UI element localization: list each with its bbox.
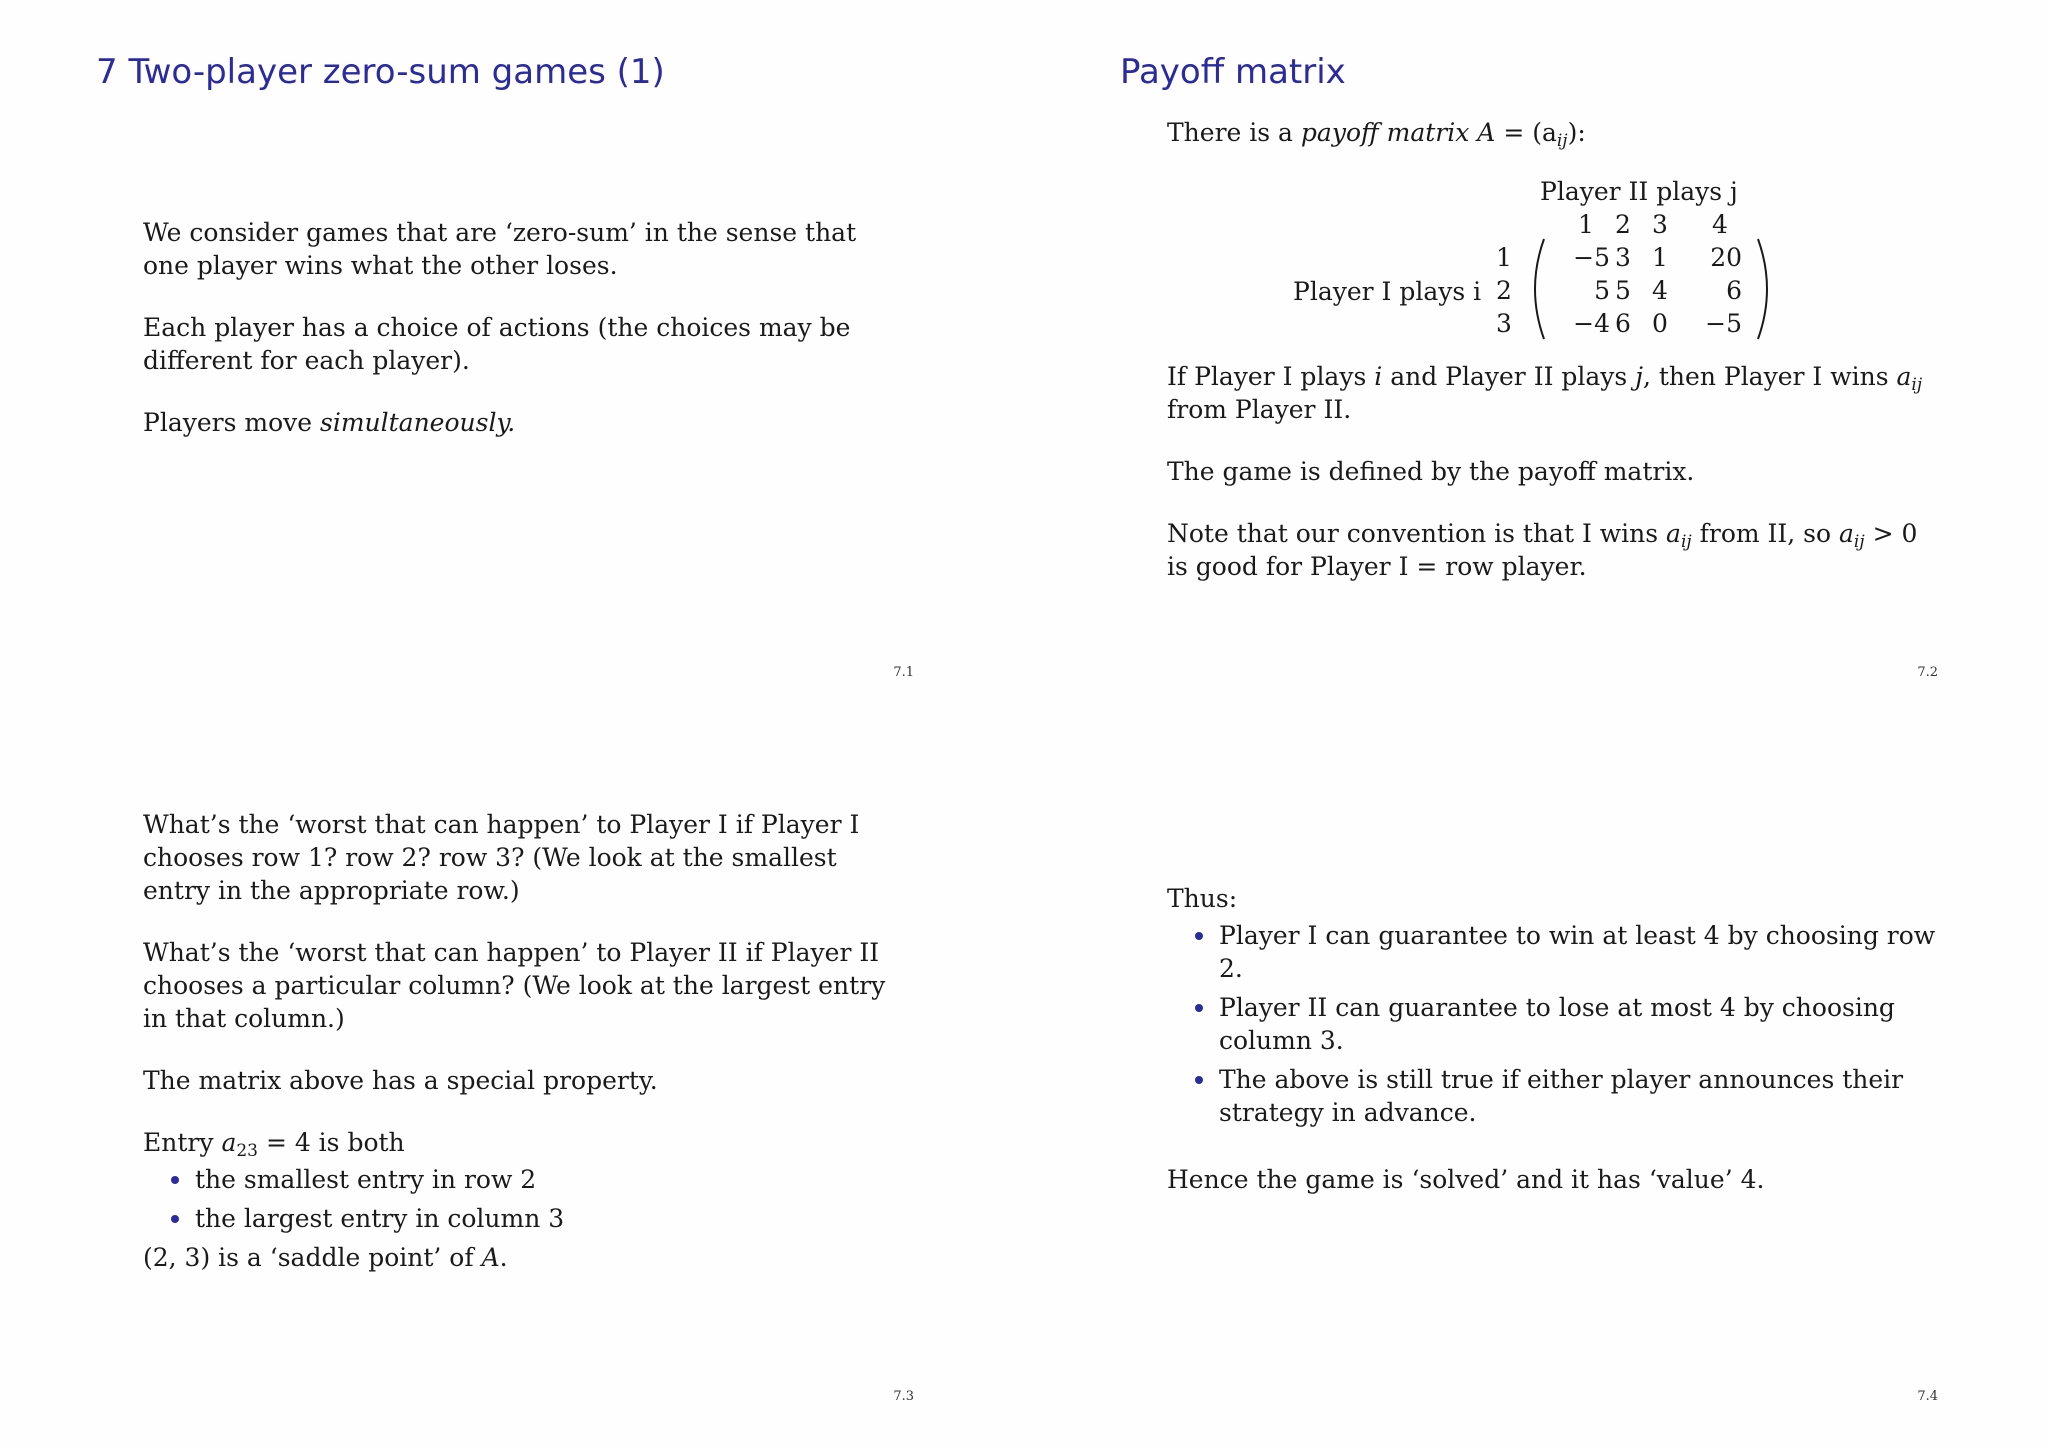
intro-end: ):: [1567, 118, 1586, 147]
paragraph: [143, 1241, 903, 1274]
matrix-col-label: 3: [1652, 210, 1668, 239]
intro-subscript: ij: [1556, 131, 1568, 151]
text-run: Note that our convention is that I wins: [1167, 519, 1659, 548]
matrix-cell: 20: [1710, 243, 1742, 272]
text-run: (2, 3) is a ‘saddle point’ of: [143, 1243, 474, 1272]
matrix-column-header: Player II plays j: [1540, 177, 1738, 206]
matrix-cell: 1: [1652, 243, 1668, 272]
paragraph: What’s the ‘worst that can happen’ to Player I if Player I chooses row 1? row 2? row 3? (We look at the smallest entry in the appropriate row.): [143, 810, 860, 905]
slide-body: [1167, 360, 1927, 612]
slide-title: 7 Two-player zero-sum games (1): [96, 52, 665, 92]
paragraph: The game is defined by the payoff matrix.: [1167, 457, 1695, 486]
matrix-cell: −4: [1573, 309, 1610, 338]
bullet-list: [1167, 919, 1957, 1129]
page-number: 7.3: [893, 1389, 914, 1404]
text-run: .: [499, 1243, 508, 1272]
left-paren-icon: [1524, 237, 1550, 341]
matrix-row-header: Player I plays i: [1293, 277, 1482, 306]
slide-body: [143, 216, 903, 468]
text-run: > 0 is good for Player I = row player.: [1167, 519, 1918, 581]
slide-7-4: [1024, 724, 2048, 1448]
math-var: a: [221, 1128, 237, 1157]
paragraph: [143, 406, 903, 439]
page-number: 7.4: [1917, 1389, 1938, 1404]
math-subscript: ij: [1680, 532, 1692, 552]
slide-7-2: [1024, 0, 2048, 724]
math-subscript: 23: [236, 1141, 258, 1161]
math-subscript: ij: [1853, 532, 1865, 552]
text-run: = 4 is both: [265, 1128, 405, 1157]
bullet-list: [143, 1163, 903, 1235]
matrix-cell: 0: [1652, 309, 1668, 338]
matrix-cell: 3: [1615, 243, 1631, 272]
math-var: j: [1635, 362, 1643, 391]
list-item: Player II can guarantee to lose at most 4 by choosing column 3.: [1219, 991, 1957, 1057]
paragraph: The matrix above has a special property.: [143, 1066, 658, 1095]
slide-title: Payoff matrix: [1120, 52, 1346, 92]
math-var: a: [1839, 519, 1854, 548]
text-run: If Player I plays: [1167, 362, 1367, 391]
slide-body: [143, 808, 903, 1303]
paragraph: Thus:: [1167, 884, 1238, 913]
intro-suffix: = (a: [1503, 118, 1557, 147]
matrix-row-label: 3: [1496, 309, 1512, 338]
matrix-cell: 6: [1615, 309, 1631, 338]
paragraph-text: Players move: [143, 408, 313, 437]
matrix-cell: −5: [1705, 309, 1742, 338]
intro-emphasis: payoff matrix A: [1300, 118, 1496, 147]
list-item: The above is still true if either player announces their strategy in advance.: [1219, 1063, 1957, 1129]
text-run: from Player II.: [1167, 395, 1352, 424]
math-var: a: [1666, 519, 1681, 548]
math-var: A: [481, 1243, 500, 1272]
matrix-cell: 5: [1615, 276, 1631, 305]
intro-prefix: There is a: [1167, 118, 1293, 147]
page-number: 7.2: [1917, 665, 1938, 680]
matrix-cell: −5: [1573, 243, 1610, 272]
matrix-col-label: 2: [1615, 210, 1631, 239]
paragraph: Each player has a choice of actions (the choices may be different for each player).: [143, 313, 851, 375]
emphasis-text: simultaneously.: [320, 408, 516, 437]
paragraph: Hence the game is ‘solved’ and it has ‘value’ 4.: [1167, 1165, 1765, 1194]
paragraph: [1167, 360, 1927, 426]
matrix-col-label: 1: [1578, 210, 1594, 239]
list-item: the smallest entry in row 2: [195, 1163, 903, 1196]
paragraph: We consider games that are ‘zero-sum’ in the sense that one player wins what the other loses.: [143, 218, 857, 280]
text-run: Entry: [143, 1128, 214, 1157]
text-run: and Player II plays: [1390, 362, 1628, 391]
page-number: 7.1: [893, 665, 914, 680]
matrix-row-label: 2: [1496, 276, 1512, 305]
math-subscript: ij: [1911, 375, 1923, 395]
matrix-cell: 6: [1726, 276, 1742, 305]
math-var: a: [1896, 362, 1912, 391]
matrix-cell: 5: [1594, 276, 1610, 305]
slide-7-1: [0, 0, 1024, 724]
payoff-matrix: [1024, 0, 2048, 360]
paragraph: [1167, 517, 1927, 583]
list-item: Player I can guarantee to win at least 4 by choosing row 2.: [1219, 919, 1957, 985]
paragraph: What’s the ‘worst that can happen’ to Player II if Player II chooses a particular column? (We look at the largest entry in that column.): [143, 938, 886, 1033]
paragraph: [143, 1126, 903, 1159]
text-run: from II, so: [1699, 519, 1832, 548]
matrix-cell: 4: [1652, 276, 1668, 305]
right-paren-icon: [1752, 237, 1778, 341]
slide-body: [1167, 882, 1957, 1225]
slide-7-3: [0, 724, 1024, 1448]
list-item: the largest entry in column 3: [195, 1202, 903, 1235]
matrix-row-label: 1: [1496, 243, 1512, 272]
matrix-col-label: 4: [1712, 210, 1728, 239]
math-var: i: [1374, 362, 1383, 391]
text-run: , then Player I wins: [1642, 362, 1889, 391]
